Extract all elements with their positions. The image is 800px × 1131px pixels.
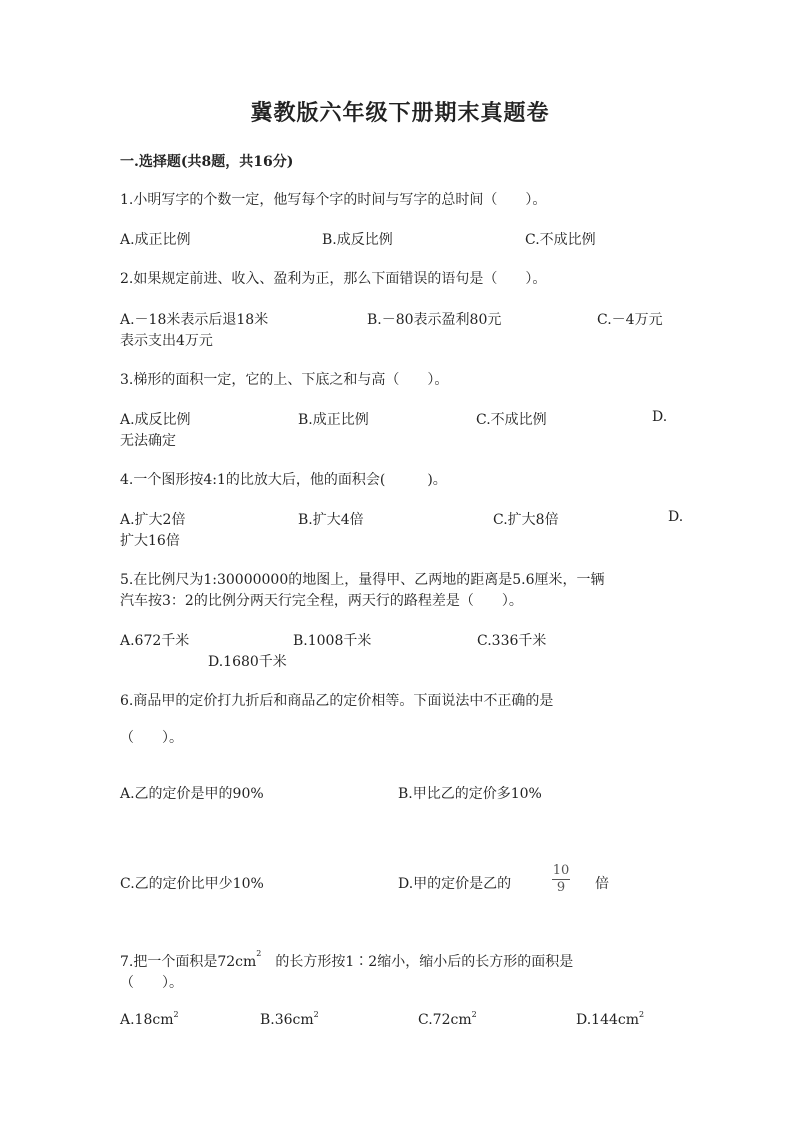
question-3-stem: 3.梯形的面积一定，它的上、下底之和与高（ ）。 — [120, 372, 449, 388]
fraction-numerator: 10 — [552, 863, 570, 878]
q7-stem-post: 的长方形按1∶2缩小，缩小后的长方形的面积是 — [275, 954, 574, 970]
q1-option-a: A.成正比例 — [120, 232, 191, 248]
q7-option-c-sup: 2 — [471, 1010, 477, 1019]
q3-option-d-cont: 无法确定 — [120, 433, 176, 449]
section-heading: 一.选择题(共8题，共16分) — [120, 154, 294, 170]
q1-option-c: C.不成比例 — [525, 232, 596, 248]
question-6-stem-line1: 6.商品甲的定价打九折后和商品乙的定价相等。下面说法中不正确的是 — [120, 693, 554, 709]
question-1-stem: 1.小明写字的个数一定，他写每个字的时间与写字的总时间（ ）。 — [120, 192, 547, 208]
q7-option-c-text: C.72cm — [418, 1012, 472, 1028]
page-title: 冀教版六年级下册期末真题卷 — [250, 100, 550, 126]
q7-option-c — [418, 1012, 477, 1028]
q7-option-b-sup: 2 — [313, 1010, 319, 1019]
q6-option-a: A.乙的定价是甲的90% — [120, 786, 264, 802]
q5-option-d: D.1680千米 — [208, 654, 287, 670]
q3-option-b: B.成正比例 — [298, 412, 369, 428]
q5-option-b: B.1008千米 — [293, 633, 372, 649]
q2-option-c-cont: 表示支出4万元 — [120, 333, 213, 349]
question-4-stem: 4.一个图形按4:1的比放大后，他的面积会( )。 — [120, 472, 447, 488]
q7-option-a-text: A.18cm — [120, 1012, 174, 1028]
q5-option-c: C.336千米 — [477, 633, 547, 649]
q4-option-c: C.扩大8倍 — [493, 512, 559, 528]
q6-option-d: D.甲的定价是乙的 — [398, 876, 512, 892]
q3-option-c: C.不成比例 — [476, 412, 547, 428]
fraction-denominator: 9 — [556, 880, 566, 895]
q2-option-c: C.－4万元 — [597, 312, 663, 328]
question-5-stem-line1: 5.在比例尺为1:30000000的地图上，量得甲、乙两地的距离是5.6厘米，一辆 — [120, 572, 605, 588]
q7-option-a — [120, 1012, 179, 1028]
q6-option-d-suffix: 倍 — [595, 876, 609, 892]
q6-option-c: C.乙的定价比甲少10% — [120, 876, 264, 892]
q7-option-d-sup: 2 — [639, 1010, 645, 1019]
q7-stem-pre: 7.把一个面积是72cm — [120, 954, 257, 970]
question-2-stem: 2.如果规定前进、收入、盈利为正，那么下面错误的语句是（ ）。 — [120, 271, 547, 287]
q4-option-d: D. — [668, 509, 684, 525]
q3-option-a: A.成反比例 — [120, 412, 191, 428]
q2-option-b: B.－80表示盈利80元 — [367, 312, 502, 328]
question-7-stem-line1 — [120, 951, 573, 971]
q4-option-b: B.扩大4倍 — [298, 512, 364, 528]
q4-option-d-cont: 扩大16倍 — [120, 533, 180, 549]
q2-option-a: A.－18米表示后退18米 — [120, 312, 269, 328]
question-7-stem-line2: （ ）。 — [120, 975, 183, 991]
q7-option-d — [576, 1012, 644, 1028]
q1-option-b: B.成反比例 — [322, 232, 393, 248]
q7-option-b — [260, 1012, 319, 1028]
fraction-10-9 — [552, 864, 570, 895]
q3-option-d: D. — [652, 409, 668, 425]
question-5-stem-line2: 汽车按3：2的比例分两天行完全程，两天行的路程差是（ ）。 — [120, 593, 523, 609]
question-6-stem-line2: （ ）。 — [120, 730, 183, 746]
q4-option-a: A.扩大2倍 — [120, 512, 186, 528]
q6-option-b: B.甲比乙的定价多10% — [398, 786, 542, 802]
q7-option-b-text: B.36cm — [260, 1012, 314, 1028]
q7-option-d-text: D.144cm — [576, 1012, 640, 1028]
q7-option-a-sup: 2 — [173, 1010, 179, 1019]
q7-stem-sup: 2 — [256, 949, 262, 958]
q5-option-a: A.672千米 — [120, 633, 190, 649]
